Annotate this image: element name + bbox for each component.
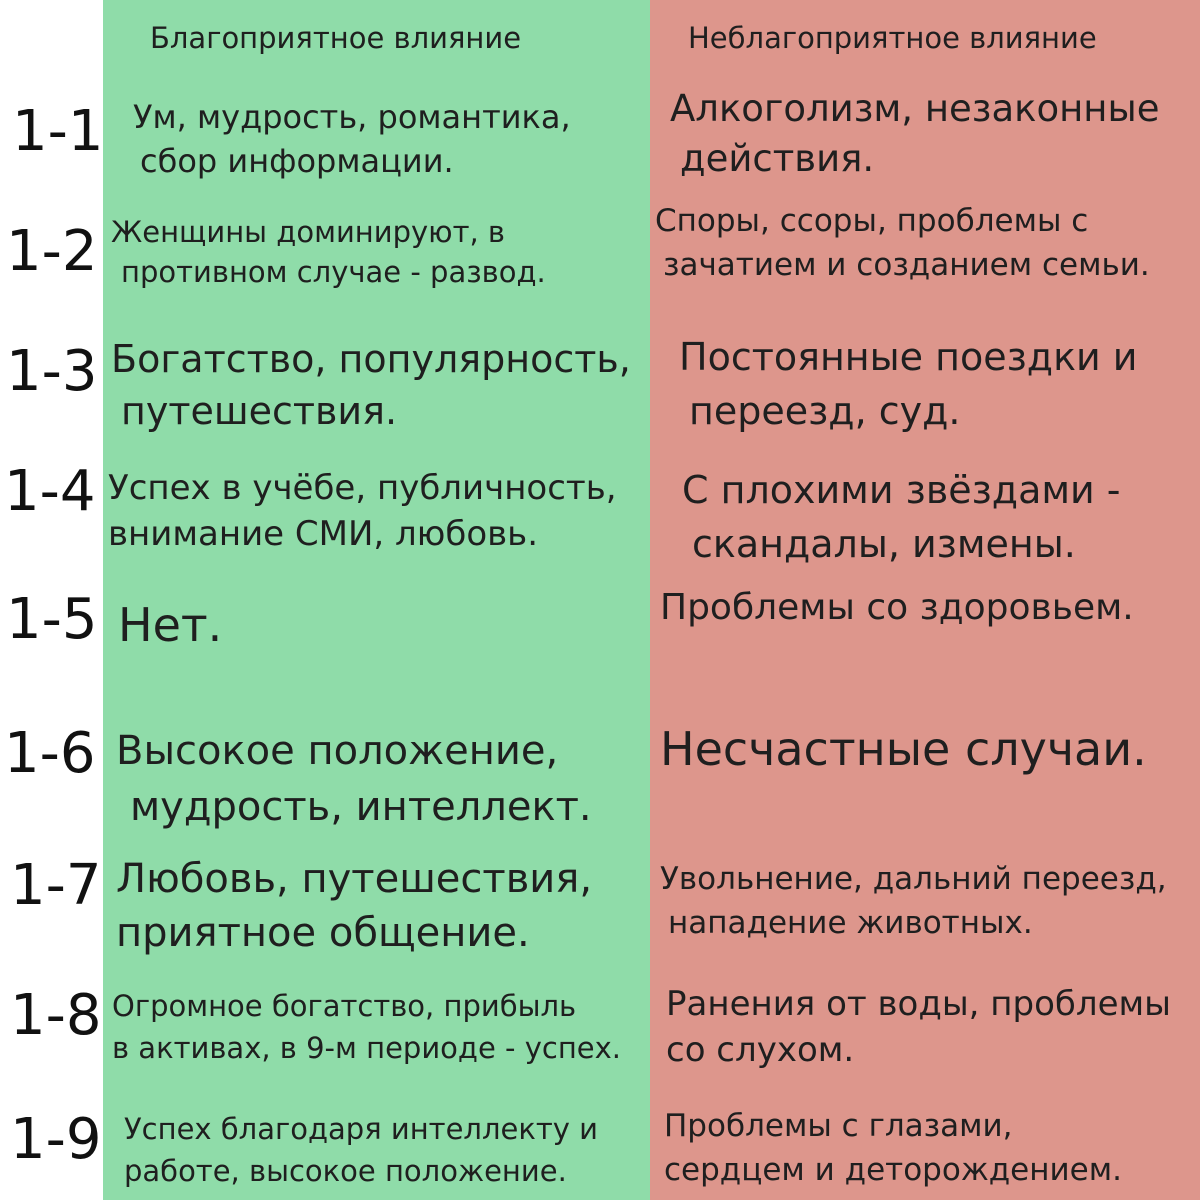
- favorable-line: Высокое положение,: [116, 728, 559, 774]
- unfavorable-line: С плохими звёздами -: [682, 468, 1121, 512]
- unfavorable-column-header: Неблагоприятное влияние: [688, 21, 1097, 55]
- favorable-line: приятное общение.: [116, 910, 530, 956]
- unfavorable-cell: [670, 84, 1159, 184]
- unfavorable-line: Проблемы со здоровьем.: [660, 587, 1134, 628]
- favorable-column-header: Благоприятное влияние: [150, 21, 522, 55]
- favorable-line: путешествия.: [121, 389, 398, 433]
- unfavorable-line: скандалы, измены.: [692, 522, 1076, 566]
- favorable-cell: [116, 852, 592, 960]
- unfavorable-cell: [682, 463, 1121, 571]
- favorable-line: сбор информации.: [140, 142, 454, 180]
- row-label: 1-8: [10, 983, 102, 1048]
- favorable-line: Успех в учёбе, публичность,: [108, 468, 617, 508]
- unfavorable-line: переезд, суд.: [689, 389, 961, 433]
- unfavorable-cell: [660, 857, 1167, 945]
- favorable-cell: [112, 985, 621, 1069]
- unfavorable-line: действия.: [680, 137, 875, 180]
- favorable-line: в активах, в 9-м периоде - успех.: [112, 1031, 622, 1065]
- row-label: 1-1: [12, 99, 104, 164]
- favorable-line: Богатство, популярность,: [111, 337, 631, 381]
- unfavorable-line: Постоянные поездки и: [679, 335, 1138, 379]
- favorable-cell: [124, 1108, 598, 1192]
- unfavorable-line: со слухом.: [666, 1030, 855, 1070]
- row-label: 1-3: [6, 339, 98, 404]
- favorable-line: противном случае - развод.: [121, 255, 546, 289]
- unfavorable-cell: [655, 199, 1150, 287]
- favorable-cell: [116, 723, 592, 835]
- unfavorable-cell: [664, 1104, 1122, 1192]
- favorable-cell: [111, 333, 631, 437]
- unfavorable-line: Проблемы с глазами,: [664, 1108, 1013, 1144]
- unfavorable-line: нападение животных.: [668, 905, 1033, 941]
- row-label: 1-6: [4, 721, 96, 786]
- favorable-line: Любовь, путешествия,: [116, 856, 593, 902]
- unfavorable-cell: [666, 981, 1171, 1073]
- favorable-line: Ум, мудрость, романтика,: [133, 98, 571, 136]
- favorable-line: Успех благодаря интеллекту и: [124, 1112, 598, 1146]
- unfavorable-line: Увольнение, дальний переезд,: [660, 861, 1167, 897]
- unfavorable-cell: [679, 330, 1138, 438]
- row-label: 1-7: [10, 853, 102, 918]
- favorable-cell: [108, 465, 617, 557]
- favorable-cell: [118, 597, 222, 653]
- row-label: 1-4: [4, 459, 96, 524]
- favorable-line: Нет.: [118, 598, 223, 652]
- unfavorable-line: Несчастные случаи.: [660, 722, 1147, 776]
- row-label: 1-5: [6, 587, 98, 652]
- unfavorable-line: Ранения от воды, проблемы: [666, 984, 1172, 1024]
- favorable-line: Женщины доминируют, в: [111, 215, 506, 249]
- unfavorable-line: Алкоголизм, незаконные: [670, 87, 1160, 130]
- row-label: 1-9: [10, 1107, 102, 1172]
- favorable-line: работе, высокое положение.: [124, 1154, 567, 1188]
- unfavorable-line: сердцем и деторождением.: [664, 1152, 1122, 1188]
- unfavorable-line: зачатием и созданием семьи.: [663, 247, 1150, 283]
- favorable-cell: [111, 212, 546, 292]
- unfavorable-line: Споры, ссоры, проблемы с: [655, 203, 1089, 239]
- favorable-line: Огромное богатство, прибыль: [112, 989, 577, 1023]
- favorable-cell: [133, 95, 571, 183]
- favorable-line: внимание СМИ, любовь.: [108, 514, 539, 554]
- unfavorable-cell: [660, 583, 1134, 633]
- favorable-line: мудрость, интеллект.: [130, 784, 592, 830]
- row-label: 1-2: [6, 219, 98, 284]
- unfavorable-cell: [660, 718, 1147, 780]
